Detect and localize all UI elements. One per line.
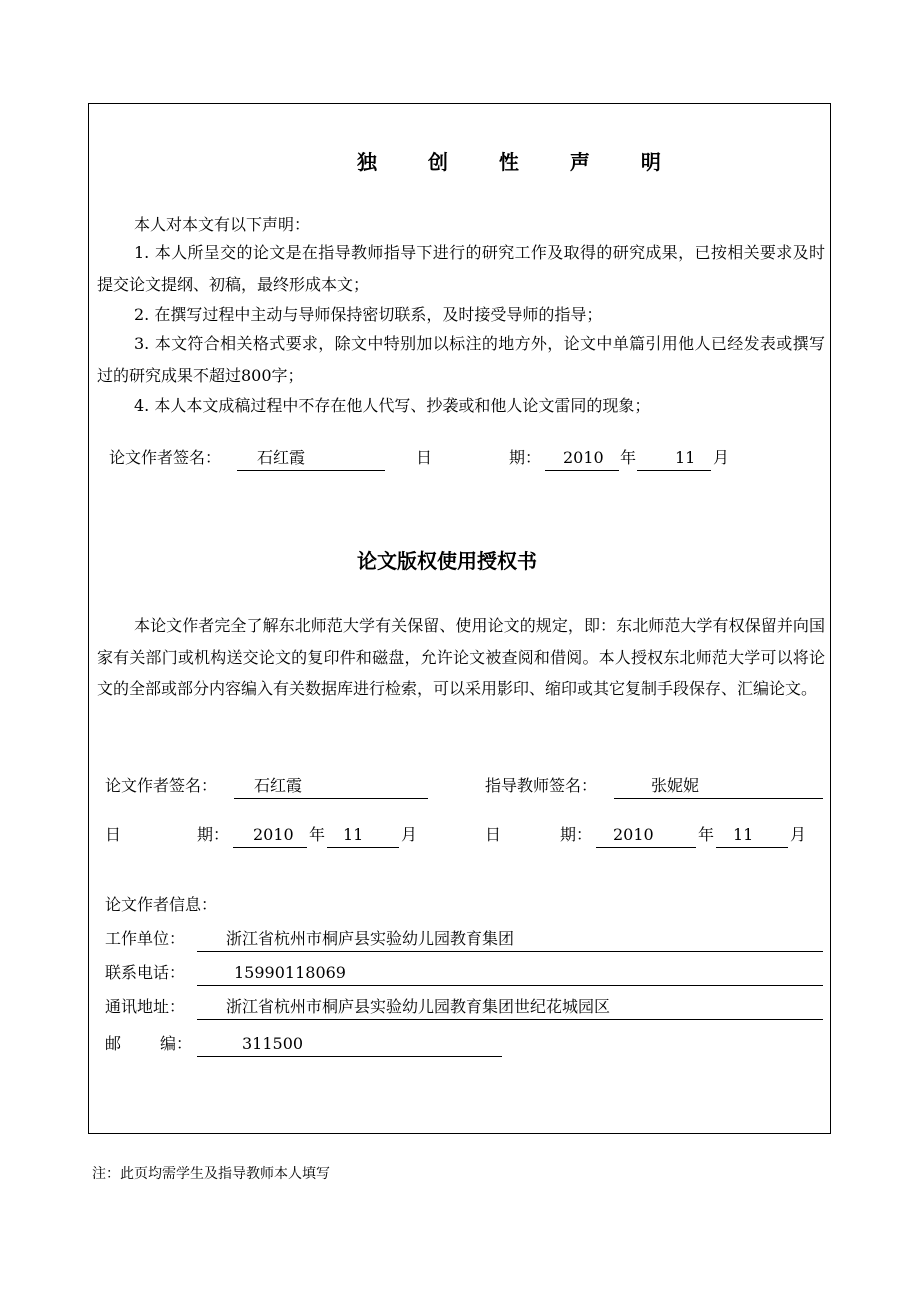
auth-author-date-ri: 日 xyxy=(105,825,122,844)
declaration-date-ri: 日 xyxy=(416,448,433,467)
address-label: 通讯地址： xyxy=(105,997,186,1016)
author-info-heading: 论文作者信息： xyxy=(105,895,218,914)
declaration-item-2: 2. 在撰写过程中主动与导师保持密切联系，及时接受导师的指导； xyxy=(134,305,603,324)
auth-author-year-field xyxy=(233,823,307,848)
declaration-author-value: 石红霞 xyxy=(257,448,306,467)
declaration-month: 11 xyxy=(675,448,696,467)
auth-author-label: 论文作者签名： xyxy=(105,776,218,795)
declaration-year-unit: 年 xyxy=(620,448,637,467)
declaration-month-field xyxy=(637,446,711,471)
auth-advisor-year: 2010 xyxy=(613,825,654,844)
auth-advisor-date-qi: 期： xyxy=(560,825,593,844)
auth-author-year-unit: 年 xyxy=(309,825,326,844)
work-unit-field xyxy=(197,927,823,952)
declaration-author-label: 论文作者签名： xyxy=(109,448,222,467)
auth-advisor-month-field xyxy=(716,823,788,848)
auth-advisor-label: 指导教师签名： xyxy=(485,776,598,795)
auth-advisor-year-field xyxy=(596,823,696,848)
declaration-date-qi: 期： xyxy=(509,448,542,467)
auth-author-month-field xyxy=(327,823,399,848)
auth-author-month: 11 xyxy=(343,825,364,844)
auth-author-date-qi: 期： xyxy=(197,825,230,844)
authorization-body: 本论文作者完全了解东北师范大学有关保留、使用论文的规定，即：东北师范大学有权保留并向国家有关部门或机构送交论文的复印件和磁盘，允许论文被查阅和借阅。本人授权东北师范大学可以将论文的全部或部分内容编入有关数据库进行检索，可以采用影印、缩印或其它复制手段保存、汇编论文。 xyxy=(97,616,825,698)
auth-advisor-value: 张妮妮 xyxy=(651,776,700,795)
auth-advisor-field xyxy=(614,774,823,799)
declaration-year-field xyxy=(545,446,619,471)
declaration-year: 2010 xyxy=(563,448,604,467)
declaration-item-4: 4. 本人本文成稿过程中不存在他人代写、抄袭或和他人论文雷同的现象； xyxy=(134,396,651,415)
postcode-value: 311500 xyxy=(242,1034,304,1053)
declaration-item-1: 1. 本人所呈交的论文是在指导教师指导下进行的研究工作及取得的研究成果，已按相关要求及时提交论文提纲、初稿，最终形成本文； xyxy=(97,243,825,294)
auth-advisor-year-unit: 年 xyxy=(698,825,715,844)
declaration-author-field xyxy=(237,446,385,471)
auth-author-field xyxy=(234,774,428,799)
footnote: 注：此页均需学生及指导教师本人填写 xyxy=(92,1166,330,1182)
postcode-label-1: 邮 xyxy=(105,1034,122,1053)
declaration-item-3: 3. 本文符合相关格式要求，除文中特别加以标注的地方外，论文中单篇引用他人已经发表或撰写过的研究成果不超过800字； xyxy=(97,334,825,385)
declaration-month-unit: 月 xyxy=(713,448,730,467)
postcode-label-2: 编： xyxy=(160,1034,193,1053)
postcode-field xyxy=(197,1032,502,1057)
declaration-title: 独 创 性 声 明 xyxy=(357,150,683,174)
authorization-title: 论文版权使用授权书 xyxy=(357,549,537,573)
auth-advisor-month: 11 xyxy=(733,825,754,844)
auth-author-month-unit: 月 xyxy=(401,825,418,844)
work-unit-value: 浙江省杭州市桐庐县实验幼儿园教育集团 xyxy=(226,929,515,948)
auth-advisor-month-unit: 月 xyxy=(790,825,807,844)
declaration-intro: 本人对本文有以下声明： xyxy=(134,215,311,234)
phone-value: 15990118069 xyxy=(234,963,346,982)
address-value: 浙江省杭州市桐庐县实验幼儿园教育集团世纪花城园区 xyxy=(226,997,611,1016)
auth-author-value: 石红霞 xyxy=(254,776,303,795)
auth-advisor-date-ri: 日 xyxy=(485,825,502,844)
work-unit-label: 工作单位： xyxy=(105,929,186,948)
auth-author-year: 2010 xyxy=(253,825,294,844)
phone-field xyxy=(197,961,823,986)
phone-label: 联系电话： xyxy=(105,963,186,982)
address-field xyxy=(197,995,823,1020)
